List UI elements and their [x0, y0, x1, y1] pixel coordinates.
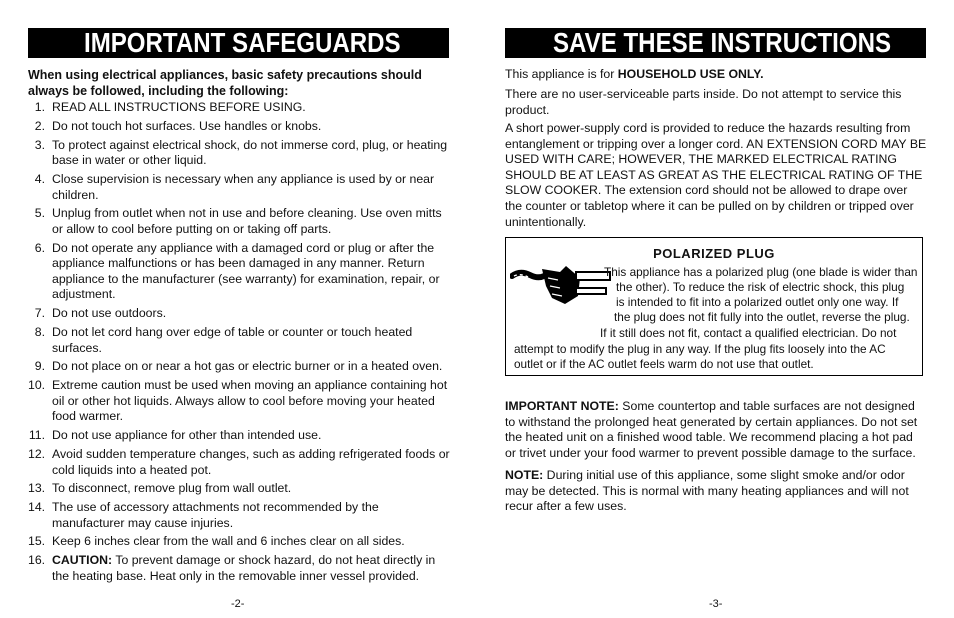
list-item: 12. Avoid sudden temperature changes, such as adding refrigerated foods or cold liquids into a heated pot.	[28, 446, 450, 477]
safeguards-intro: When using electrical appliances, basic safety precautions should always be followed, including the following:	[28, 68, 422, 98]
list-item: 16. CAUTION: To prevent damage or shock hazard, do not heat directly in the heating base. Heat only in the removable inner vessel provided.	[28, 553, 436, 583]
list-item: 1. READ ALL INSTRUCTIONS BEFORE USING.	[34, 100, 306, 114]
important-note-label: IMPORTANT NOTE:	[505, 399, 619, 413]
list-item: 13. To disconnect, remove plug from wall outlet.	[28, 481, 292, 496]
list-item: 11. Do not use appliance for other than intended use.	[28, 428, 322, 443]
safeguards-list	[28, 100, 452, 588]
list-item: 8. Do not let cord hang over edge of table or counter or touch heated surfaces.	[34, 325, 413, 355]
save-instructions-banner: SAVE THESE INSTRUCTIONS	[505, 28, 926, 58]
list-item: 14. The use of accessory attachments not recommended by the manufacturer may cause injuries.	[28, 500, 379, 530]
list-item: 9. Do not place on or near a hot gas or electric burner or in a heated oven.	[34, 359, 443, 374]
list-item: 6. Do not operate any appliance with a damaged cord or plug or after the appliance malfunctions or has been damaged in any manner. Return appliance to the manufacturer (see warranty) for examination, repair, or adjustment.	[34, 240, 440, 302]
polarized-plug-icon	[510, 256, 614, 314]
page-number-left: -2-	[231, 598, 245, 610]
cord-paragraph: A short power-supply cord is provided to reduce the hazards resulting from entanglement or tripping over a longer cord. AN EXTENSION CORD MAY BE USED WITH CARE; HOWEVER, THE MARKED ELECTRICAL RATING SHOULD BE AT LEAST AS GREAT AS THE ELECTRICAL RATING OF THE SLOW COOKER. The extension cord should not be allowed to drape over the counter or tabletop where it can be pulled on by children or tripped over unintentionally.	[505, 121, 927, 229]
caution-label: CAUTION:	[52, 553, 113, 568]
list-item: 2. Do not touch hot surfaces. Use handles or knobs.	[34, 118, 322, 133]
list-item: 5. Unplug from outlet when not in use and before cleaning. Use oven mitts or allow to cool before putting on or taking off parts.	[34, 206, 442, 236]
list-item: 7. Do not use outdoors.	[34, 306, 167, 321]
household-use-paragraph: This appliance is for HOUSEHOLD USE ONLY.	[505, 67, 764, 81]
service-paragraph: There are no user-serviceable parts inside. Do not attempt to service this product.	[505, 87, 902, 117]
list-item: 15. Keep 6 inches clear from the wall and 6 inches clear on all sides.	[28, 534, 405, 549]
page-number-right: -3-	[709, 598, 723, 610]
important-note-paragraph: IMPORTANT NOTE: Some countertop and table surfaces are not designed to withstand the prolonged heat generated by certain appliances. Do not set the heated unit on a finished wood table. We recommend placing a hot pad or trivet under your food warmer to prevent possible damage to the surface.	[505, 399, 918, 460]
list-item: 4. Close supervision is necessary when any appliance is used by or near children.	[34, 171, 435, 202]
note-label: NOTE:	[505, 468, 544, 482]
right-page	[505, 0, 927, 618]
note-paragraph: NOTE: During initial use of this appliance, some slight smoke and/or odor may be detected. This is normal with many heating appliances and will not recur after a few uses.	[505, 468, 909, 514]
safeguards-banner: IMPORTANT SAFEGUARDS	[28, 28, 449, 58]
polarized-plug-title: POLARIZED PLUG	[653, 246, 775, 261]
left-page	[28, 0, 452, 618]
polarized-plug-box: POLARIZED PLUG This appliance has a polarized plug (one blade is wider than the other). To reduce the risk of electric shock, this plug is intended to fit into a polarized outlet only one way. If the plug does not fit fully into the outlet, reverse the plug. If it still does not fit, contact a qualified electrician. Do not attempt to modify the plug in any way. If the plug fits loosely into the AC outlet or if the AC outlet feels warm do not use that outlet.	[505, 237, 923, 376]
list-item: 3. To protect against electrical shock, do not immerse cord, plug, or heating base in water or other liquid.	[34, 137, 448, 168]
list-item: 10. Extreme caution must be used when moving an appliance containing hot oil or other hot liquids. Always allow to cool before moving your heated food warmer.	[28, 378, 448, 424]
